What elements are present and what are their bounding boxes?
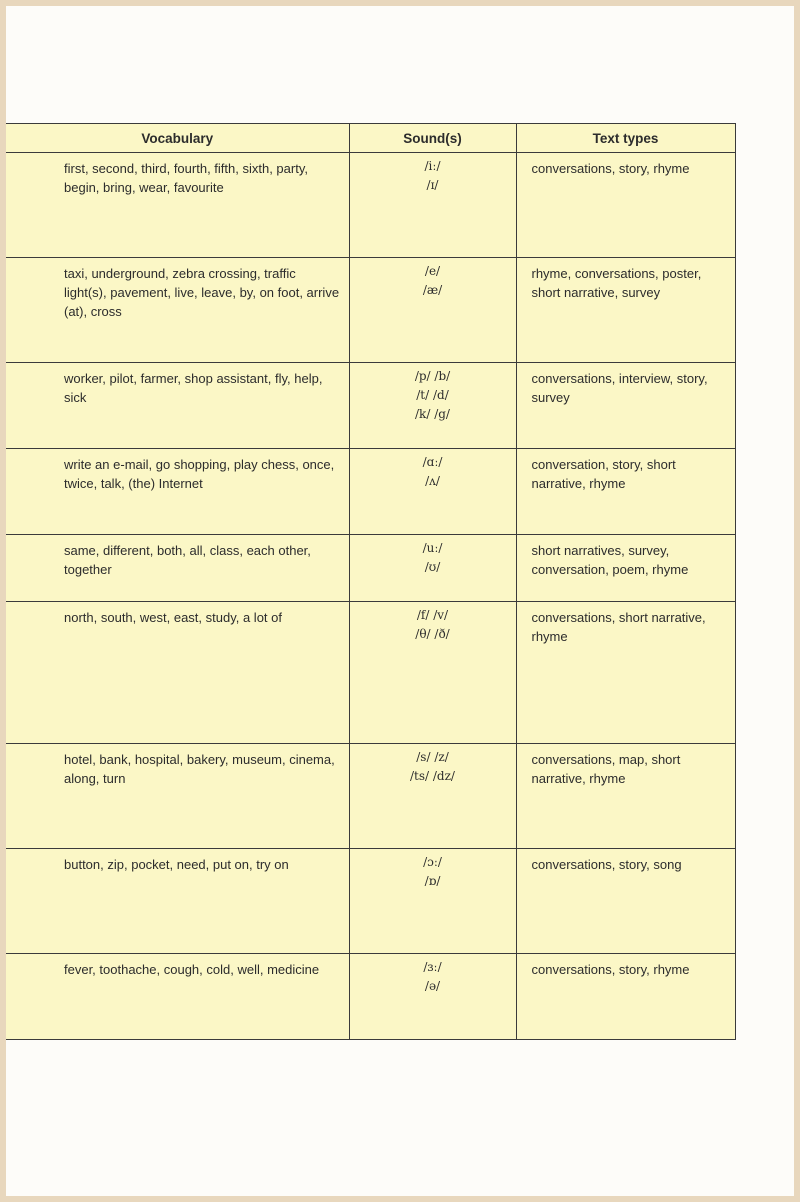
sounds-cell bbox=[349, 954, 516, 1040]
vocabulary-cell: fever, toothache, cough, cold, well, medicine bbox=[6, 954, 349, 1040]
sound-symbol: /ɪ/ bbox=[426, 178, 439, 192]
sound-symbol: /ə/ bbox=[424, 979, 441, 993]
sound-symbol: /ts/ /dz/ bbox=[410, 769, 455, 783]
text-types-cell: conversations, interview, story, survey bbox=[516, 363, 735, 449]
vocabulary-cell: taxi, underground, zebra crossing, traffic light(s), pavement, live, leave, by, on foot, arrive (at), cross bbox=[6, 258, 349, 363]
sound-symbol: /t/ /d/ bbox=[416, 388, 449, 402]
text-types-cell: conversations, map, short narrative, rhyme bbox=[516, 744, 735, 849]
sound-symbol: /uː/ bbox=[422, 541, 443, 555]
table-row bbox=[6, 258, 735, 363]
text-types-cell: conversation, story, short narrative, rhyme bbox=[516, 449, 735, 535]
sound-symbol: /æ/ bbox=[422, 283, 443, 297]
sounds-cell bbox=[349, 535, 516, 602]
table-row bbox=[6, 954, 735, 1040]
sound-symbol: /ʊ/ bbox=[424, 560, 441, 574]
sounds-cell bbox=[349, 744, 516, 849]
sound-symbol: /ɜː/ bbox=[423, 960, 442, 974]
sounds-cell bbox=[349, 849, 516, 954]
table-row bbox=[6, 744, 735, 849]
sound-symbol: /f/ /v/ bbox=[416, 608, 449, 622]
sound-symbol: /θ/ /ð/ bbox=[415, 627, 450, 641]
vocabulary-cell: first, second, third, fourth, fifth, sixth, party, begin, bring, wear, favourite bbox=[6, 153, 349, 258]
vocabulary-cell: north, south, west, east, study, a lot of bbox=[6, 602, 349, 744]
sound-symbol: /ɑː/ bbox=[422, 455, 443, 469]
table-row bbox=[6, 849, 735, 954]
header-row bbox=[6, 124, 735, 153]
sounds-cell bbox=[349, 363, 516, 449]
sound-symbol: /e/ bbox=[424, 264, 441, 278]
vocabulary-cell: button, zip, pocket, need, put on, try on bbox=[6, 849, 349, 954]
text-types-cell: rhyme, conversations, poster, short narrative, survey bbox=[516, 258, 735, 363]
vocabulary-cell: write an e-mail, go shopping, play chess, once, twice, talk, (the) Internet bbox=[6, 449, 349, 535]
text-types-cell: conversations, short narrative, rhyme bbox=[516, 602, 735, 744]
table-row bbox=[6, 363, 735, 449]
sound-symbol: /iː/ bbox=[424, 159, 441, 173]
sound-symbol: /k/ /g/ bbox=[415, 407, 450, 421]
vocabulary-cell: worker, pilot, farmer, shop assistant, fly, help, sick bbox=[6, 363, 349, 449]
table-row bbox=[6, 535, 735, 602]
table-row bbox=[6, 449, 735, 535]
header-text-types: Text types bbox=[516, 124, 735, 153]
text-types-cell: short narratives, survey, conversation, poem, rhyme bbox=[516, 535, 735, 602]
text-types-cell: conversations, story, rhyme bbox=[516, 954, 735, 1040]
text-types-cell: conversations, story, song bbox=[516, 849, 735, 954]
sound-symbol: /ɔː/ bbox=[423, 855, 442, 869]
header-vocabulary: Vocabulary bbox=[6, 124, 349, 153]
vocabulary-cell: same, different, both, all, class, each other, together bbox=[6, 535, 349, 602]
sounds-cell bbox=[349, 449, 516, 535]
header-sounds: Sound(s) bbox=[349, 124, 516, 153]
sounds-cell bbox=[349, 258, 516, 363]
text-types-cell: conversations, story, rhyme bbox=[516, 153, 735, 258]
sound-symbol: /ʌ/ bbox=[425, 474, 440, 488]
table-row bbox=[6, 153, 735, 258]
sound-symbol: /s/ /z/ bbox=[416, 750, 449, 764]
sounds-cell bbox=[349, 602, 516, 744]
sound-symbol: /p/ /b/ bbox=[414, 369, 451, 383]
sounds-cell bbox=[349, 153, 516, 258]
document-page bbox=[6, 6, 794, 1196]
table-row bbox=[6, 602, 735, 744]
vocabulary-cell: hotel, bank, hospital, bakery, museum, cinema, along, turn bbox=[6, 744, 349, 849]
sound-symbol: /ɒ/ bbox=[424, 874, 441, 888]
syllabus-table bbox=[6, 123, 736, 1040]
